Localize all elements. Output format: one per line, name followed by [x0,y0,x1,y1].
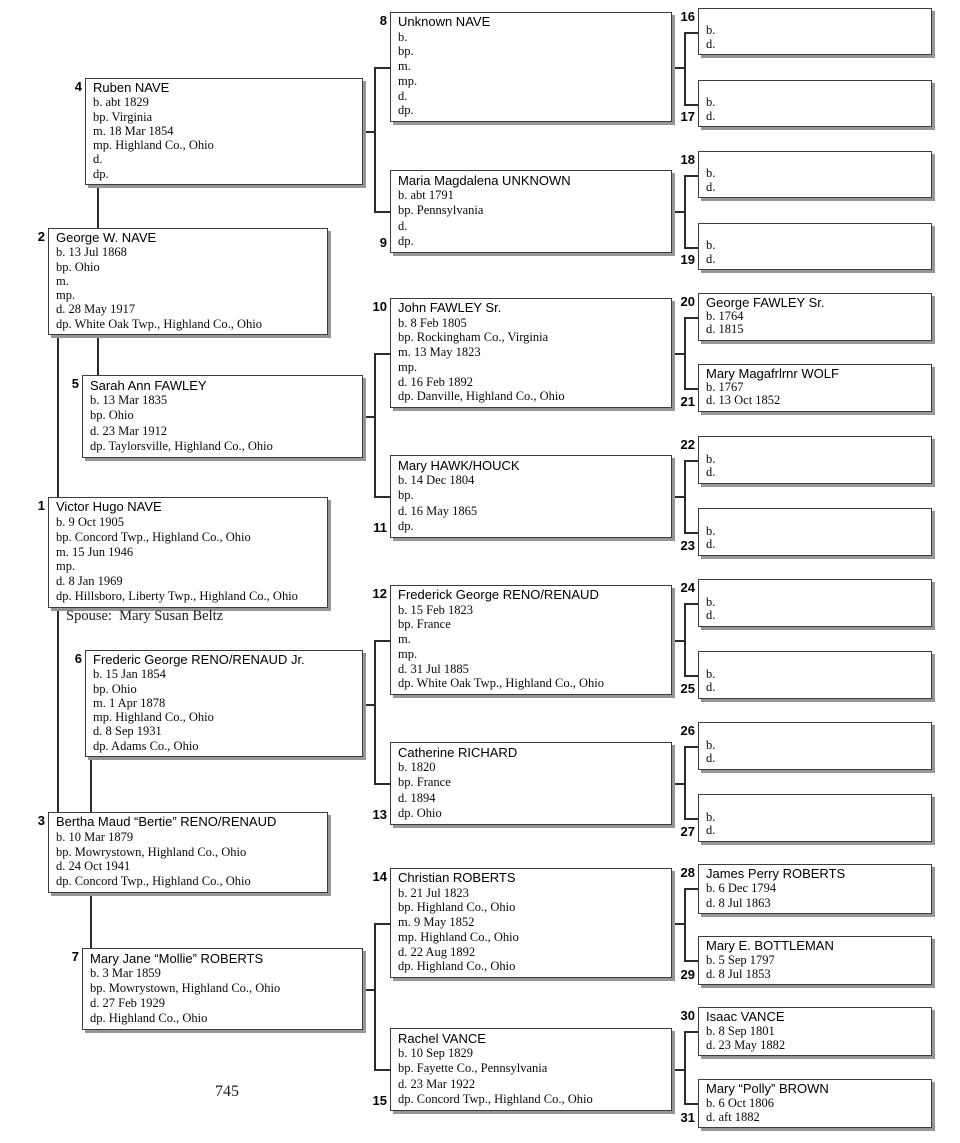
person-box-21 [680,364,932,412]
person-detail: dp. White Oak Twp., Highland Co., Ohio [398,676,604,691]
person-detail: d. [706,681,716,695]
connector-line [672,923,684,925]
person-number: 28 [680,865,695,880]
connector-line [684,603,698,605]
person-detail: b. 14 Dec 1804 [398,473,475,488]
person-name: Ruben NAVE [93,81,170,95]
person-detail: dp. Highland Co., Ohio [90,1011,208,1025]
person-detail: d. [706,609,716,623]
person-detail: bp. Concord Twp., Highland Co., Ohio [56,529,251,544]
connector-line [374,496,390,498]
person-detail: d. [706,37,716,51]
person-detail: bp. Fayette Co., Pennsylvania [398,1061,548,1076]
person-box-18 [680,151,932,198]
person-box-12 [372,585,672,695]
person-detail: d. [706,752,716,766]
person-box-31 [680,1079,932,1128]
person-detail: mp. [398,73,418,88]
person-detail: mp. Highland Co., Ohio [93,710,214,725]
person-name [706,439,929,453]
person-detail: b. 13 Jul 1868 [56,245,127,260]
connector-line [672,783,684,785]
person-detail: dp. Concord Twp., Highland Co., Ohio [56,874,251,889]
connector-line [374,353,376,496]
person-detail: d. 1815 [706,323,744,337]
person-detail: b. 1767 [706,380,744,394]
person-detail: b. [706,738,716,752]
person-number: 23 [680,538,695,553]
person-number: 29 [680,967,695,982]
person-name [706,154,929,167]
person-detail: dp. Taylorsville, Highland Co., Ohio [90,438,273,453]
person-detail: bp. [398,488,414,503]
person-number: 22 [680,437,695,452]
person-number: 30 [680,1008,695,1023]
person-detail: d. [706,252,716,266]
person-box-4 [74,78,363,185]
person-box-14 [372,868,672,978]
person-detail: mp. Highland Co., Ohio [93,138,214,153]
connector-line [672,1069,684,1071]
connector-line [684,175,698,177]
person-name [706,725,929,739]
connector-line [684,104,698,106]
person-detail: dp. [93,166,109,181]
person-name: Victor Hugo NAVE [56,500,162,514]
person-name: Mary HAWK/HOUCK [398,458,520,473]
person-number: 11 [373,520,387,535]
person-box-28 [680,864,932,914]
person-number: 3 [37,813,45,828]
person-detail: d. [706,824,716,838]
connector-line [684,317,698,319]
person-name: Bertha Maud “Bertie” RENO/RENAUD [56,815,277,829]
person-detail: d. 13 Oct 1852 [706,394,781,408]
person-box-19 [680,223,932,270]
person-detail: d. 27 Feb 1929 [90,996,165,1010]
person-number: 6 [74,651,82,666]
person-detail: mp. [398,359,418,374]
person-detail: dp. White Oak Twp., Highland Co., Ohio [56,316,262,331]
connector-line [684,460,698,462]
person-detail: b. [706,524,716,538]
person-number: 10 [372,299,387,314]
person-box-30 [680,1007,932,1056]
person-detail: m. 1 Apr 1878 [93,695,166,710]
person-detail: b. [706,167,716,181]
person-detail: d. 16 Feb 1892 [398,374,473,389]
person-box-20 [680,293,932,341]
person-detail: bp. Ohio [93,681,137,696]
person-number: 17 [680,109,695,124]
person-box-13 [372,742,672,825]
person-name [706,654,929,668]
connector-line [374,67,376,211]
connector-line [374,640,376,783]
person-detail: dp. [398,103,414,118]
person-name [706,582,929,596]
person-detail: m. 9 May 1852 [398,915,475,930]
person-detail: b. 1764 [706,309,744,323]
connector-line [684,603,686,675]
connector-line [90,757,92,812]
connector-line [57,608,59,812]
person-detail: d. 8 Jul 1863 [706,895,771,910]
connector-line [57,335,59,497]
person-detail: b. 3 Mar 1859 [90,966,161,980]
person-detail: bp. Ohio [56,259,100,274]
person-number: 26 [680,723,695,738]
person-detail: b. 15 Jan 1854 [93,667,166,682]
person-detail: b. 13 Mar 1835 [90,393,168,408]
connector-line [97,185,99,228]
person-number: 16 [680,9,695,24]
person-number: 5 [71,376,79,391]
person-detail: d. [706,466,716,480]
person-detail: b. [706,667,716,681]
person-name: Unknown NAVE [398,15,491,29]
person-name: Mary E. BOTTLEMAN [706,939,834,953]
person-box-5 [71,375,363,458]
person-number: 14 [372,869,387,884]
person-box-9 [379,170,672,253]
person-detail: d. aft 1882 [706,1110,760,1124]
person-detail: bp. France [398,775,451,790]
person-detail: d. 1894 [398,790,436,805]
connector-line [684,1031,698,1033]
connector-line [672,211,684,213]
person-detail: b. [706,595,716,609]
person-detail: b. [706,239,716,253]
connector-line [672,496,684,498]
person-name [706,11,929,24]
person-detail: d. 28 May 1917 [56,302,136,317]
person-box-7 [71,948,363,1030]
person-detail: b. [398,29,408,44]
person-name: Rachel VANCE [398,1031,486,1046]
person-detail: bp. France [398,617,451,632]
person-name [706,511,929,525]
person-detail: b. 10 Mar 1879 [56,829,134,844]
connector-line [684,1103,698,1105]
person-detail: m. 13 May 1823 [398,345,481,360]
person-detail: bp. Rockingham Co., Virginia [398,330,549,345]
spouse-note: Spouse: Mary Susan Beltz [66,608,224,624]
person-box-1 [37,497,328,608]
person-detail: d. 8 Jan 1969 [56,574,123,589]
person-box-8 [379,12,672,122]
person-detail: bp. Mowrystown, Highland Co., Ohio [90,981,281,995]
person-name: Isaac VANCE [706,1010,785,1024]
person-number: 27 [680,824,695,839]
person-number: 18 [680,152,695,167]
person-number: 15 [372,1093,387,1108]
connector-line [363,416,374,418]
person-name: George FAWLEY Sr. [706,296,825,310]
person-name: Mary “Polly” BROWN [706,1082,829,1096]
person-detail: b. [706,96,716,110]
person-detail: m. 15 Jun 1946 [56,544,134,559]
connector-line [374,1069,390,1071]
person-detail: bp. Pennsylvania [398,203,484,218]
connector-line [374,211,390,213]
connector-line [684,32,686,104]
person-detail: m. [398,59,411,74]
person-detail: b. abt 1829 [93,95,149,110]
connector-line [684,460,686,532]
person-number: 25 [680,681,695,696]
person-box-3 [37,812,328,893]
person-name: John FAWLEY Sr. [398,301,502,315]
connector-line [672,67,684,69]
person-detail: b. 15 Feb 1823 [398,602,473,617]
person-detail: b. abt 1791 [398,188,454,203]
person-number: 24 [680,580,695,595]
person-name: Frederick George RENO/RENAUD [398,588,599,602]
person-detail: b. 6 Oct 1806 [706,1096,775,1110]
person-box-27 [680,794,932,842]
person-detail: b. 8 Sep 1801 [706,1024,775,1038]
person-detail: bp. Ohio [90,408,134,423]
connector-line [672,353,684,355]
person-number: 21 [680,394,695,409]
connector-line [97,335,99,375]
connector-line [684,675,698,677]
person-name: Maria Magdalena UNKNOWN [398,173,571,188]
person-detail: d. 16 May 1865 [398,503,478,518]
connector-line [684,388,698,390]
person-detail: bp. [398,44,414,59]
person-box-26 [680,722,932,770]
person-name: James Perry ROBERTS [706,867,846,881]
person-detail: d. 24 Oct 1941 [56,859,131,874]
connector-line [374,923,376,1069]
person-detail: b. 5 Sep 1797 [706,953,775,967]
person-name: Sarah Ann FAWLEY [90,378,207,393]
person-detail: dp. Concord Twp., Highland Co., Ohio [398,1091,593,1106]
connector-line [363,989,374,991]
connector-line [684,317,686,388]
person-number: 1 [37,498,45,513]
person-number: 8 [379,13,387,28]
person-name: Catherine RICHARD [398,745,518,760]
connector-line [374,923,390,925]
person-box-16 [680,8,932,55]
person-detail: d. [398,88,408,103]
person-name: Christian ROBERTS [398,871,516,885]
person-name [706,226,929,239]
person-detail: dp. Hillsboro, Liberty Twp., Highland Co., Ohio [56,589,298,604]
connector-line [684,960,698,962]
person-name [706,797,929,811]
person-detail: dp. [398,518,414,533]
connector-line [684,888,698,890]
person-detail: bp. Highland Co., Ohio [398,900,516,915]
person-box-24 [680,579,932,627]
connector-line [363,704,374,706]
connector-line [684,746,698,748]
person-box-22 [680,436,932,484]
person-name [706,83,929,96]
connector-line [374,353,390,355]
person-detail: dp. Ohio [398,805,442,820]
person-detail: b. [706,24,716,38]
connector-line [672,640,684,642]
person-detail: d. [706,180,716,194]
person-detail: b. 21 Jul 1823 [398,885,469,900]
connector-line [374,640,390,642]
person-detail: b. [706,452,716,466]
person-detail: d. 23 Mar 1922 [398,1076,476,1091]
person-number: 20 [680,294,695,309]
person-detail: d. [706,538,716,552]
person-number: 4 [74,79,82,94]
person-number: 13 [372,807,387,822]
person-detail: dp. Danville, Highland Co., Ohio [398,389,565,404]
connector-line [374,67,390,69]
person-detail: mp. [56,559,76,574]
connector-line [684,818,698,820]
person-box-11 [373,455,672,538]
person-detail: b. 1820 [398,760,436,775]
person-detail: b. 9 Oct 1905 [56,514,125,529]
connector-line [684,175,686,247]
person-number: 19 [680,252,695,267]
page-number: 745 [215,1083,239,1100]
person-detail: d. 8 Sep 1931 [93,724,162,739]
person-detail: b. [706,810,716,824]
person-number: 9 [379,235,387,250]
person-number: 12 [372,586,387,601]
connector-line [363,131,374,133]
person-box-6 [74,650,363,757]
person-name: Frederic George RENO/RENAUD Jr. [93,653,305,667]
person-name: Mary Jane “Mollie” ROBERTS [90,951,264,966]
person-box-17 [680,80,932,127]
person-detail: d. [706,109,716,123]
person-detail: d. 31 Jul 1885 [398,661,469,676]
connector-line [684,247,698,249]
person-detail: d. 23 Mar 1912 [90,423,168,438]
person-number: 7 [71,949,79,964]
person-detail: m. [398,632,411,647]
person-detail: b. 6 Dec 1794 [706,881,777,896]
person-detail: mp. Highland Co., Ohio [398,929,519,944]
person-detail: bp. Mowrystown, Highland Co., Ohio [56,844,247,859]
connector-line [684,32,698,34]
person-detail: d. [398,218,408,233]
person-detail: mp. [56,288,76,303]
person-detail: dp. Adams Co., Ohio [93,738,199,753]
person-number: 2 [37,229,45,244]
connector-line [684,532,698,534]
connector-line [684,888,686,960]
connector-line [684,1031,686,1103]
person-detail: d. 22 Aug 1892 [398,944,476,959]
connector-line [374,783,390,785]
person-name: Mary Magafrlrnr WOLF [706,367,839,381]
person-name: George W. NAVE [56,231,157,245]
person-detail: bp. Virginia [93,109,153,124]
person-detail: m. 18 Mar 1854 [93,123,174,138]
person-detail: d. [93,152,103,167]
person-box-10 [372,298,672,408]
person-box-23 [680,508,932,556]
person-box-2 [37,228,328,335]
person-detail: b. 8 Feb 1805 [398,315,467,330]
person-detail: dp. [398,233,414,248]
person-number: 31 [680,1110,695,1125]
person-detail: d. 8 Jul 1853 [706,967,771,981]
person-box-29 [680,936,932,985]
connector-line [684,746,686,818]
person-detail: b. 10 Sep 1829 [398,1046,473,1061]
person-box-25 [680,651,932,699]
person-detail: d. 23 May 1882 [706,1038,786,1052]
person-detail: dp. Highland Co., Ohio [398,959,516,974]
person-detail: mp. [398,646,418,661]
person-detail: m. [56,273,69,288]
connector-line [90,893,92,948]
person-box-15 [372,1028,672,1111]
